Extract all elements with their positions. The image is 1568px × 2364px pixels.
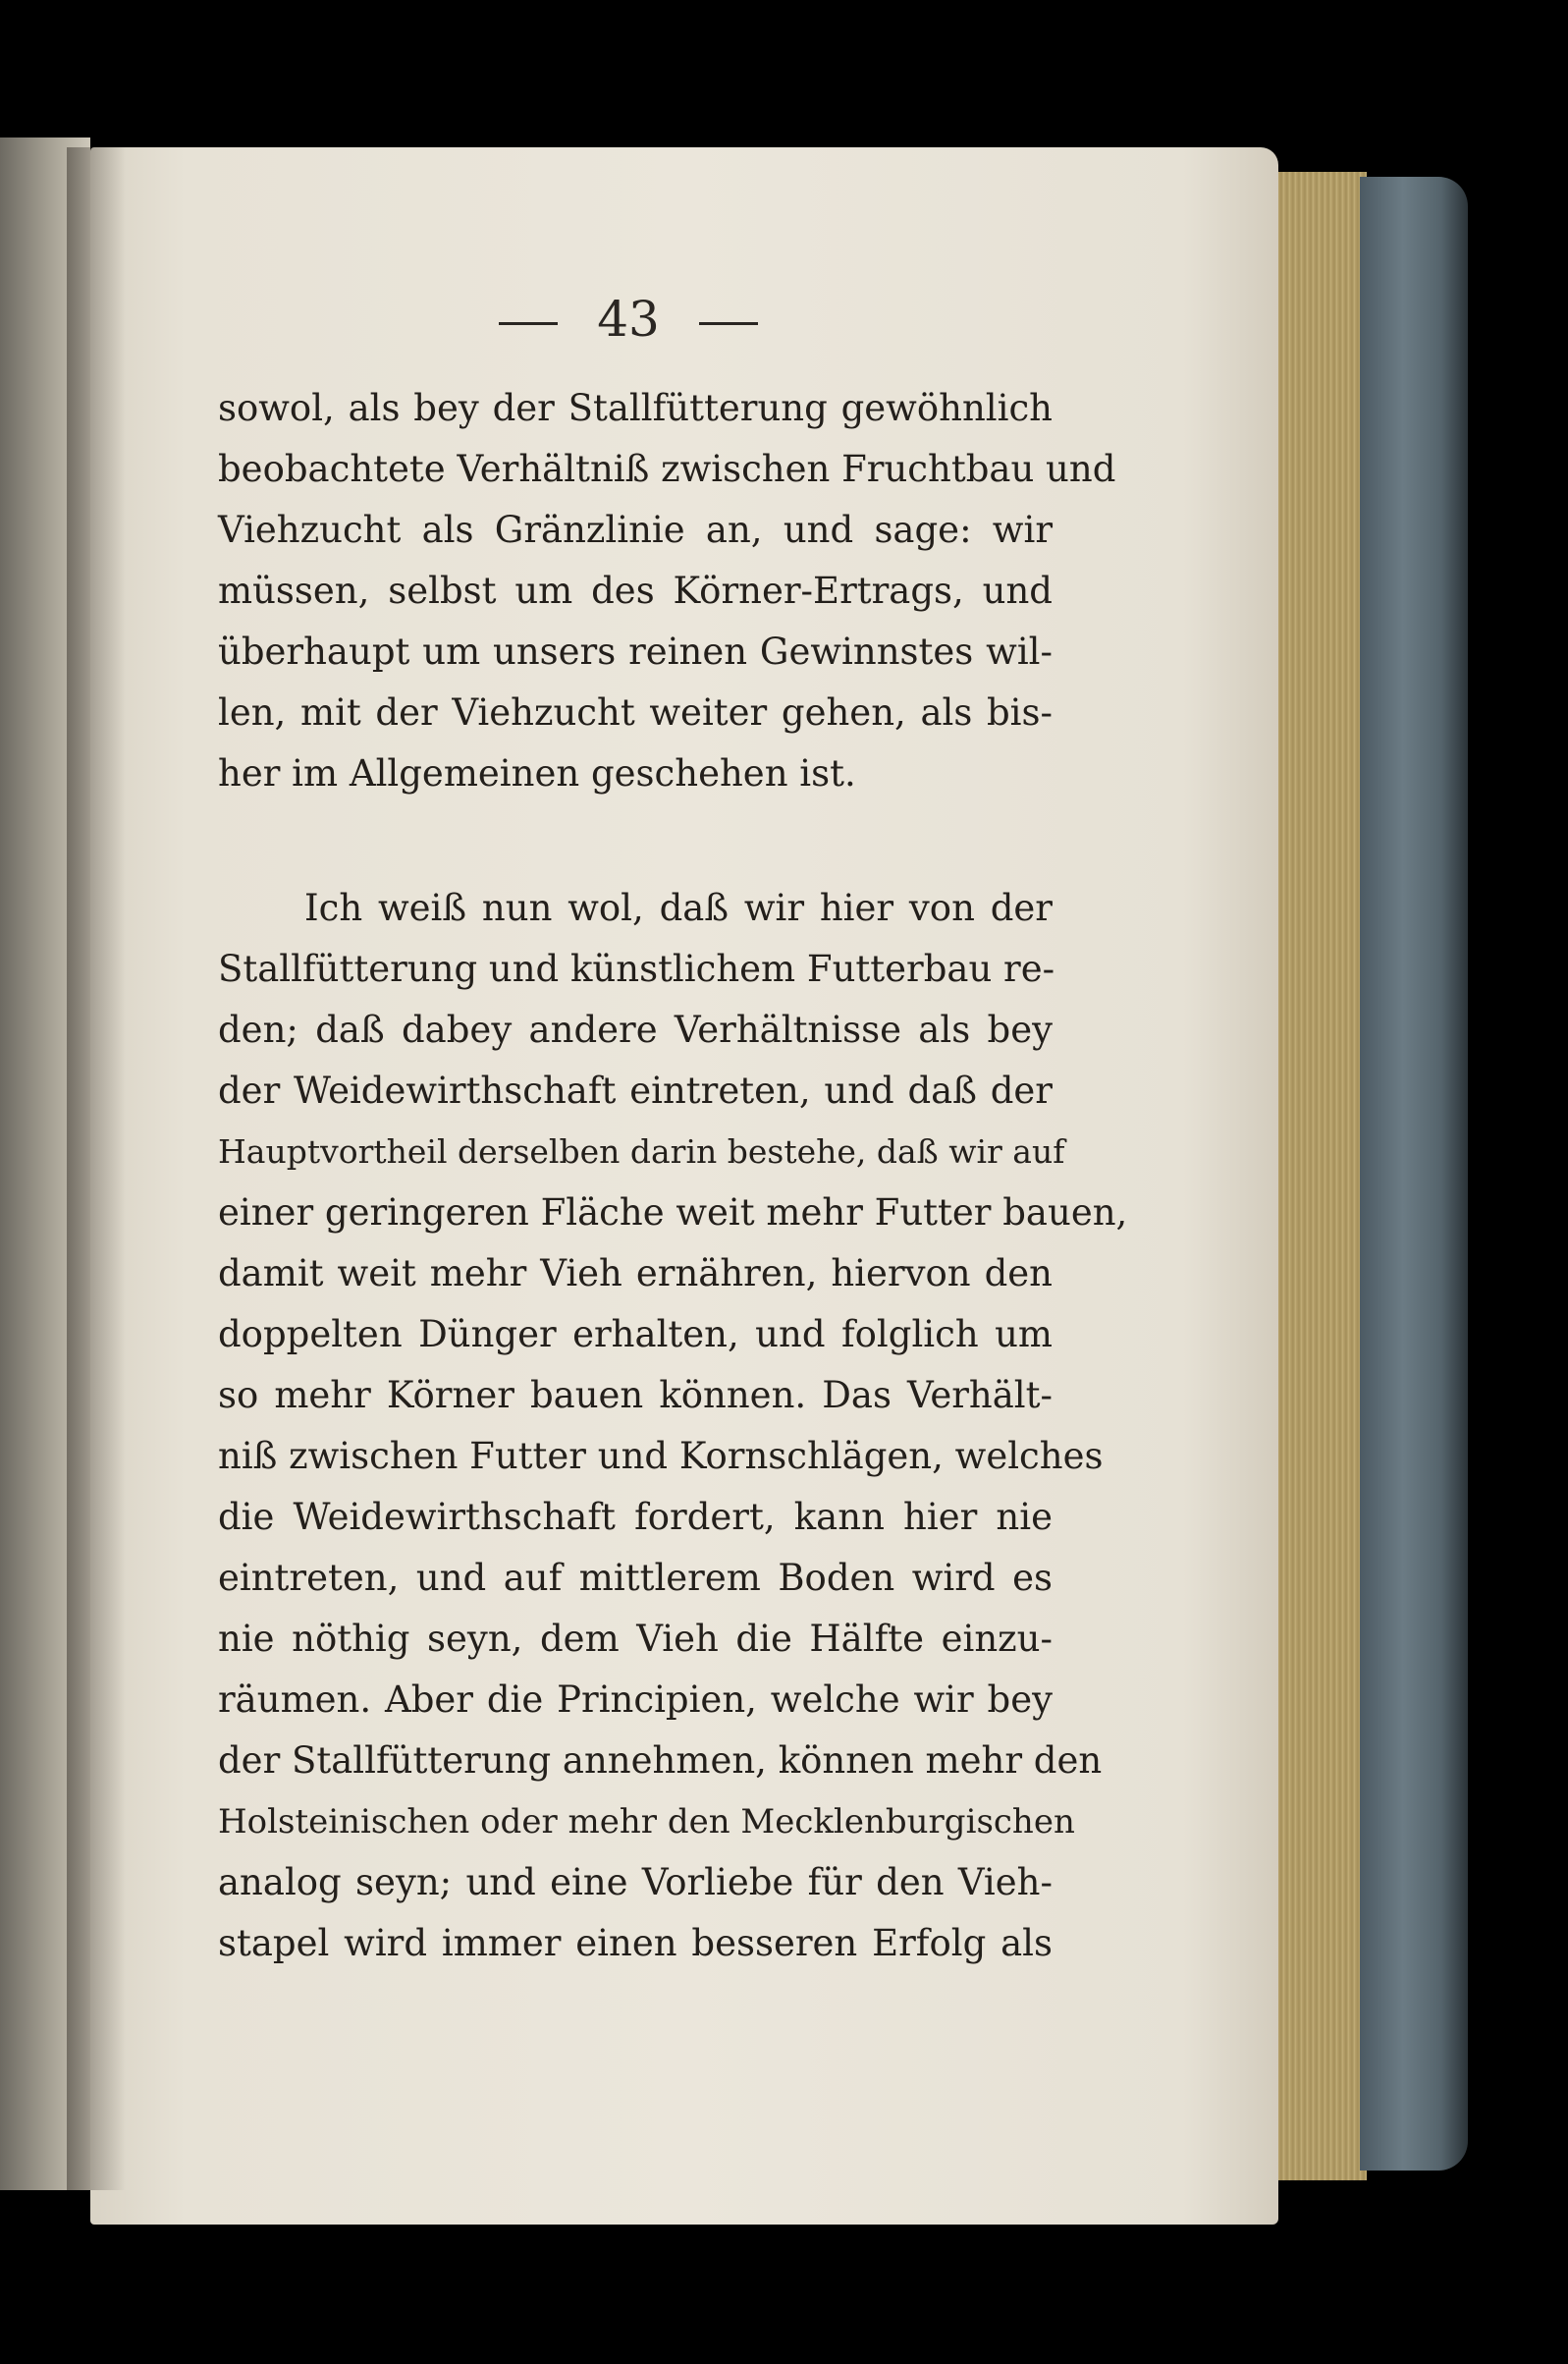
text-line: die Weidewirthschaft fordert, kann hier nie (218, 1496, 1053, 1538)
text-line: Holsteinischen oder mehr den Mecklenburgischen (218, 1802, 1075, 1842)
text-line: len, mit der Viehzucht weiter gehen, als bis- (218, 691, 1053, 734)
text-line: müssen, selbst um des Körner-Ertrags, und (218, 570, 1053, 612)
page-header (432, 290, 825, 349)
text-line: Stallfütterung und künstlichem Futterbau re- (218, 948, 1055, 990)
text-line: damit weit mehr Vieh ernähren, hiervon den (218, 1252, 1053, 1294)
text-line: der Weidewirthschaft eintreten, und daß der (218, 1070, 1053, 1112)
text-line: nie nöthig seyn, dem Vieh die Hälfte einzu- (218, 1618, 1053, 1660)
text-line: stapel wird immer einen besseren Erfolg als (218, 1922, 1053, 1964)
text-line: Ich weiß nun wol, daß wir hier von der (304, 887, 1053, 929)
text-line: doppelten Dünger erhalten, und folglich um (218, 1313, 1053, 1355)
header-dash-right (699, 322, 758, 325)
text-line: analog seyn; und eine Vorliebe für den Vieh- (218, 1861, 1053, 1903)
page-number: 43 (597, 291, 660, 348)
text-line: der Stallfütterung annehmen, können mehr den (218, 1739, 1103, 1782)
text-line: eintreten, und auf mittlerem Boden wird es (218, 1557, 1053, 1599)
paragraph-1 (218, 378, 1116, 804)
text-line: sowol, als bey der Stallfütterung gewöhnlich (218, 387, 1053, 429)
text-line: Hauptvortheil derselben darin bestehe, daß wir auf (218, 1132, 1065, 1171)
body-text (218, 378, 1128, 1974)
gilt-page-edges (1278, 172, 1367, 2180)
paragraph-gap (218, 804, 1053, 878)
text-line: überhaupt um unsers reinen Gewinnstes wil- (218, 631, 1053, 673)
text-line: so mehr Körner bauen können. Das Verhält- (218, 1374, 1053, 1416)
book-cover (1360, 177, 1468, 2171)
text-line: beobachtete Verhältniß zwischen Fruchtbau und (218, 448, 1116, 490)
text-line: niß zwischen Futter und Kornschlägen, welches (218, 1435, 1104, 1477)
text-line: Viehzucht als Gränzlinie an, und sage: wir (218, 509, 1053, 551)
text-line: räumen. Aber die Principien, welche wir bey (218, 1678, 1053, 1721)
text-line: den; daß dabey andere Verhältnisse als bey (218, 1009, 1053, 1051)
paragraph-2 (218, 878, 1128, 1974)
text-line: her im Allgemeinen geschehen ist. (218, 752, 856, 795)
book-gutter (67, 147, 126, 2190)
text-line: einer geringeren Fläche weit mehr Futter bauen, (218, 1191, 1128, 1234)
header-dash-left (499, 322, 558, 325)
